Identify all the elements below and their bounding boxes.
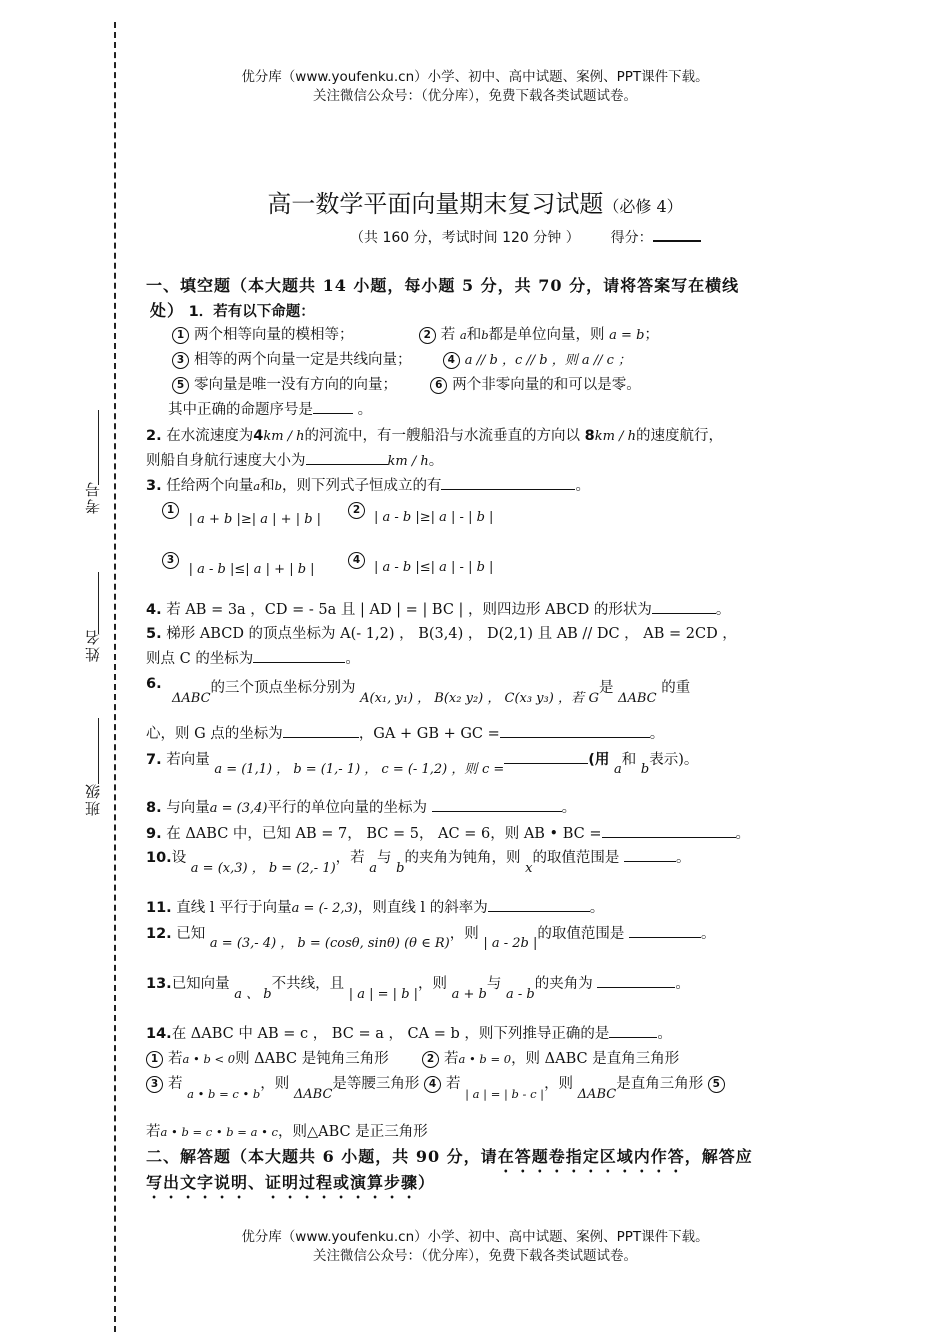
q10-text-j: 。	[676, 850, 691, 866]
q1-vec-a: a	[459, 328, 467, 342]
q1-answer-line	[168, 398, 838, 419]
section1-heading-b: 处）	[150, 301, 185, 320]
score-blank[interactable]	[653, 240, 701, 242]
q6-vertices: A(x₁, y₁) ， B(x₂ y₂) ， C(x₃ y₃) ，若	[360, 691, 584, 706]
q9-number: 9.	[146, 826, 162, 842]
q14-o5-b: a • b = c • b = a • c	[160, 1125, 278, 1139]
q6-text-b: 的三个顶点坐标分别为	[210, 680, 356, 696]
q14-o2-c: ，则 ΔABC 是直角三角形	[511, 1051, 680, 1067]
side-label-exam-no: 考号	[84, 480, 102, 514]
q14-row-1	[146, 1047, 816, 1068]
q6-line-2	[146, 722, 816, 743]
q9-line	[146, 822, 816, 843]
q13-text-j: 。	[675, 976, 690, 992]
q12-text-e: 的取值范围是	[537, 926, 625, 942]
circled-4: 4	[443, 352, 460, 369]
q5-answer-blank[interactable]	[253, 648, 345, 663]
q4-number: 4.	[146, 602, 162, 618]
q10-answer-blank[interactable]	[624, 847, 676, 862]
q1-option-1: 两个相等向量的模相等；	[194, 327, 354, 343]
q3-vec-b: b	[274, 479, 282, 493]
q8-number: 8.	[146, 800, 162, 816]
circled-4: 4	[424, 1076, 441, 1093]
q11-text-d: 。	[589, 900, 605, 916]
q2-text-a: 在水流速度为	[166, 428, 254, 444]
q10-text-g: 的夹角为钝角，则	[404, 850, 521, 866]
q10-line	[146, 846, 816, 876]
q5-line-2	[146, 647, 816, 668]
section2-text-d: 写出文字说明、证明过程或演算步骤	[146, 1173, 419, 1192]
q14-o5-c: ，则△ABC 是正三角形	[278, 1124, 428, 1140]
q1-option-4: a // b ，c // b ，则 a // c ；	[464, 353, 632, 368]
circled-5: 5	[172, 377, 189, 394]
q14-o4-c: ，则	[544, 1076, 574, 1092]
q2-unit-1: km / h	[263, 429, 305, 444]
q14-number: 14.	[146, 1026, 172, 1042]
q7-a: a	[614, 762, 622, 777]
class-blank[interactable]	[98, 718, 99, 784]
q6-answer-blank-1[interactable]	[283, 723, 359, 738]
q14-row-3	[146, 1120, 816, 1141]
q13-cond: | a | = | b |	[348, 987, 419, 1002]
circled-6: 6	[430, 377, 447, 394]
q14-o3-d: ΔABC	[293, 1087, 333, 1102]
q2-unit-2: km / h	[594, 429, 636, 444]
q14-answer-blank[interactable]	[609, 1023, 657, 1038]
q1-option-6: 两个非零向量的和可以是零。	[452, 377, 641, 393]
q11-answer-blank[interactable]	[488, 897, 590, 912]
q5-end: 。	[345, 651, 360, 667]
q1-row-2	[172, 348, 842, 369]
q12-number: 12.	[146, 926, 172, 942]
q14-o3-c: ，则	[260, 1076, 290, 1092]
q7-line	[146, 748, 816, 777]
q2-line-2	[146, 449, 816, 470]
q5-line-1	[146, 622, 816, 643]
q12-text-c: ，则	[449, 926, 479, 942]
header-line-2: 关注微信公众号：（优分库），免费下载各类试题试卷。	[313, 88, 637, 104]
side-label-name: 姓名	[84, 628, 102, 662]
q1-row-1: 1 两个相等向量的模相等； 2 若 a和b都是单位向量，则 a = b；	[172, 323, 842, 344]
q3-option-3: | a - b |≤| a | + | b |	[188, 561, 315, 577]
q13-text-e: ，则	[418, 976, 448, 992]
q10-b: b	[396, 861, 405, 876]
q14-o2-b: a • b = 0	[458, 1052, 512, 1066]
q11-number: 11.	[146, 900, 172, 916]
q2-text-c: 的速度航行，	[635, 428, 723, 444]
q2-speed-2: 8	[584, 428, 595, 444]
q3-number: 3.	[146, 478, 162, 494]
q11-line	[146, 896, 816, 917]
q1-option-2-c: 都是单位向量，则	[488, 327, 605, 343]
q13-line	[146, 972, 816, 1002]
q9-end: 。	[735, 826, 751, 842]
q12-answer-blank[interactable]	[629, 923, 701, 938]
q13-diff: a - b	[505, 987, 535, 1002]
circled-3: 3	[146, 1076, 163, 1093]
q12-vectors: a = (3,- 4) ， b = (cosθ, sinθ) (θ ∈ R)	[209, 936, 450, 951]
q2-answer-blank[interactable]	[306, 450, 388, 465]
q7-answer-blank[interactable]	[504, 749, 588, 764]
q14-text-a: 在 ΔABC 中 AB = c ， BC = a ， CA = b ，则下列推导正确的是	[171, 1026, 610, 1042]
q3-options-row-1	[162, 502, 832, 527]
q4-text: 若 AB = 3a ，CD = - 5a 且 | AD | = | BC | ，则四边形 ABCD 的形状为	[166, 602, 652, 618]
q5-text-b: 则点 C 的坐标为	[146, 651, 254, 667]
circled-1: 1	[162, 502, 179, 519]
q14-o4-d: ΔABC	[577, 1087, 617, 1102]
section2-text-e: ）	[418, 1173, 436, 1192]
q11-text-c: ，则直线 l 的斜率为	[357, 900, 488, 916]
q1-tail-end: 。	[357, 402, 373, 418]
q6-text-g: 的重	[661, 680, 691, 696]
q12-expr: | a - 2b |	[483, 936, 538, 951]
q13-answer-blank[interactable]	[597, 973, 675, 988]
page-footer	[0, 1228, 950, 1266]
q7-b: b	[640, 762, 650, 777]
q3-text-d: 。	[575, 478, 590, 494]
q10-text-i: 的取值范围是	[532, 850, 620, 866]
q1-answer-blank[interactable]	[313, 399, 353, 414]
q13-text-c: 不共线，且	[271, 976, 345, 992]
q1-option-2-a: 若	[440, 327, 456, 343]
q11-vector: a = (- 2,3)	[291, 901, 358, 916]
q3-text-b: 和	[260, 478, 275, 494]
q10-text-a: 设	[171, 850, 187, 866]
q1-option-3: 相等的两个向量一定是共线向量；	[194, 352, 412, 368]
q14-o4-e: 是直角三角形	[616, 1076, 704, 1092]
circled-2: 2	[422, 1051, 439, 1068]
q6-text-e: 是	[598, 680, 614, 696]
q1-vec-b: b	[481, 328, 489, 342]
q2-text-b: 的河流中，有一艘船沿与水流垂直的方向以	[304, 428, 581, 444]
q8-text-c: 平行的单位向量的坐标为	[267, 800, 427, 816]
q10-x: x	[525, 861, 533, 876]
q3-line	[146, 474, 816, 495]
circled-4: 4	[348, 552, 365, 569]
section2-heading-line-2	[146, 1170, 816, 1202]
q8-answer-blank[interactable]	[432, 797, 562, 812]
page-header	[0, 68, 950, 106]
q3-answer-blank[interactable]	[441, 475, 575, 490]
q9-answer-blank[interactable]	[602, 823, 736, 838]
q7-text-d: (用	[588, 752, 610, 768]
circled-3: 3	[162, 552, 179, 569]
q4-answer-blank[interactable]	[652, 599, 716, 614]
q7-text-f: 和	[621, 752, 637, 768]
q6-line-1b	[172, 676, 842, 706]
title-main: 高一数学平面向量期末复习试题	[267, 190, 604, 218]
q13-text-a: 已知向量	[171, 976, 230, 992]
q14-o3-b: a • b = c • b	[187, 1087, 261, 1101]
q2-text-e: 。	[428, 453, 444, 469]
circled-2: 2	[419, 327, 436, 344]
q6-g: G	[588, 691, 599, 706]
q3-vec-a: a	[253, 479, 261, 493]
q13-text-g: 与	[486, 976, 502, 992]
q12-text-f: 。	[700, 926, 716, 942]
section2-text-a: 二、解答题（本大题共 6 小题，共 90 分，请	[146, 1147, 498, 1166]
q1-option-2-b: 和	[466, 327, 482, 343]
circled-2: 2	[348, 502, 365, 519]
circled-3: 3	[172, 352, 189, 369]
q5-text-a: 梯形 ABCD 的顶点坐标为 A(- 1,2) ， B(3,4) ， D(2,1) 且 AB // DC ， AB = 2CD ，	[166, 626, 737, 642]
q3-text-c: ，则下列式子恒成立的有	[281, 478, 442, 494]
q7-c-eq: c =	[481, 762, 505, 777]
q14-o3-a: 若	[168, 1076, 183, 1092]
q6-text-i: ，GA + GB + GC =	[358, 726, 500, 742]
q6-triangle-1: ΔABC	[172, 691, 211, 706]
q14-row-2	[146, 1072, 816, 1102]
q14-text-b: 。	[657, 1026, 672, 1042]
q6-answer-blank-2[interactable]	[500, 723, 650, 738]
page-title	[0, 184, 950, 219]
q7-text-a: 若向量	[166, 752, 210, 768]
q8-text-d: 。	[561, 800, 577, 816]
q1-stem: 1．若有以下命题：	[188, 304, 315, 320]
q11-text-a: 直线 l 平行于向量	[176, 900, 292, 916]
q10-vectors: a = (x,3) ， b = (2,- 1)	[190, 861, 336, 876]
q2-speed-1: 4	[253, 428, 264, 444]
side-label-class: 班级	[84, 782, 102, 816]
q7-vectors: a = (1,1) ， b = (1,- 1) ， c = (- 1,2) ，则	[214, 762, 478, 777]
q6-text-h: 心，则 G 点的坐标为	[146, 726, 283, 742]
q6-number: 6.	[146, 676, 162, 692]
q2-line-1	[146, 424, 816, 445]
q6-triangle-2: ΔABC	[618, 691, 657, 706]
header-line-1: 优分库（www.youfenku.cn）小学、初中、高中试题、案例、PPT课件下载。	[241, 69, 709, 85]
section2-text-b: 在答题卷指定区域内作答	[497, 1147, 685, 1166]
q14-o1-b: a • b < 0	[182, 1052, 236, 1066]
footer-line-1: 优分库（www.youfenku.cn）小学、初中、高中试题、案例、PPT课件下载。	[241, 1229, 709, 1245]
section1-heading-a: 一、填空题（本大题共 14 小题，每小题 5 分，共 70 分，请将答案写在横线	[146, 276, 740, 295]
q10-text-c: ，若	[335, 850, 365, 866]
q4-end: 。	[715, 602, 731, 618]
q8-vector: a = (3,4)	[209, 801, 268, 816]
q14-o1-c: 则 ΔABC 是钝角三角形	[235, 1051, 389, 1067]
q14-o3-e: 是等腰三角形	[332, 1076, 420, 1092]
q12-text-a: 已知	[176, 926, 206, 942]
q3-text-a: 任给两个向量	[166, 478, 254, 494]
q1-option-2-formula: a = b	[609, 328, 645, 343]
q2-number: 2.	[146, 428, 162, 444]
q2-text-d: 则船自身航行速度大小为	[146, 453, 306, 469]
q13-sum: a + b	[451, 987, 487, 1002]
q10-text-e: 与	[377, 850, 392, 866]
score-label: 得分：	[610, 230, 653, 246]
q14-line	[146, 1022, 816, 1043]
q13-text-i: 的夹角为	[534, 976, 593, 992]
exam-info	[350, 227, 701, 247]
section2-text-c: ，解答应	[684, 1147, 753, 1166]
title-suffix: （必修 4）	[603, 197, 683, 216]
q1-row-3	[172, 373, 842, 394]
q1-stem-line	[150, 298, 820, 321]
q14-o1-a: 若	[168, 1051, 183, 1067]
q6-text-j: 。	[649, 726, 665, 742]
q14-o4-a: 若	[446, 1076, 461, 1092]
q7-number: 7.	[146, 752, 162, 768]
circled-1: 1	[146, 1051, 163, 1068]
q13-vectors: a 、 b	[234, 987, 272, 1002]
q12-line	[146, 922, 816, 951]
q3-options-row-2	[162, 552, 832, 577]
section1-heading	[146, 273, 816, 296]
q13-number: 13.	[146, 976, 172, 992]
name-blank[interactable]	[98, 572, 99, 634]
q14-o4-b: | a | = | b - c |	[465, 1087, 545, 1101]
q10-a: a	[369, 861, 378, 876]
q8-text-a: 与向量	[166, 800, 210, 816]
q3-option-2: | a - b |≥| a | - | b |	[374, 510, 494, 525]
footer-line-2: 关注微信公众号：（优分库），免费下载各类试题试卷。	[313, 1248, 637, 1264]
exam-info-text: （共 160 分，考试时间 120 分钟 ）	[350, 230, 580, 246]
q10-number: 10.	[146, 850, 172, 866]
circled-1: 1	[172, 327, 189, 344]
q5-number: 5.	[146, 626, 162, 642]
q8-line	[146, 796, 816, 817]
q3-option-4: | a - b |≤| a | - | b |	[374, 560, 494, 575]
q9-text: 在 ΔABC 中，已知 AB = 7， BC = 5， AC = 6，则 AB • BC =	[166, 826, 602, 842]
q7-text-h: 表示)。	[649, 752, 699, 768]
q3-option-1: | a + b |≥| a | + | b |	[188, 511, 322, 527]
q1-option-5: 零向量是唯一没有方向的向量；	[194, 377, 397, 393]
circled-5: 5	[708, 1076, 725, 1093]
q14-o5-a: 若	[146, 1124, 161, 1140]
q4-line	[146, 598, 816, 619]
q14-o2-a: 若	[443, 1051, 459, 1067]
q1-tail: 其中正确的命题序号是	[168, 402, 313, 418]
exam-no-blank[interactable]	[98, 410, 99, 485]
q2-unit-3: km / h	[387, 454, 429, 469]
